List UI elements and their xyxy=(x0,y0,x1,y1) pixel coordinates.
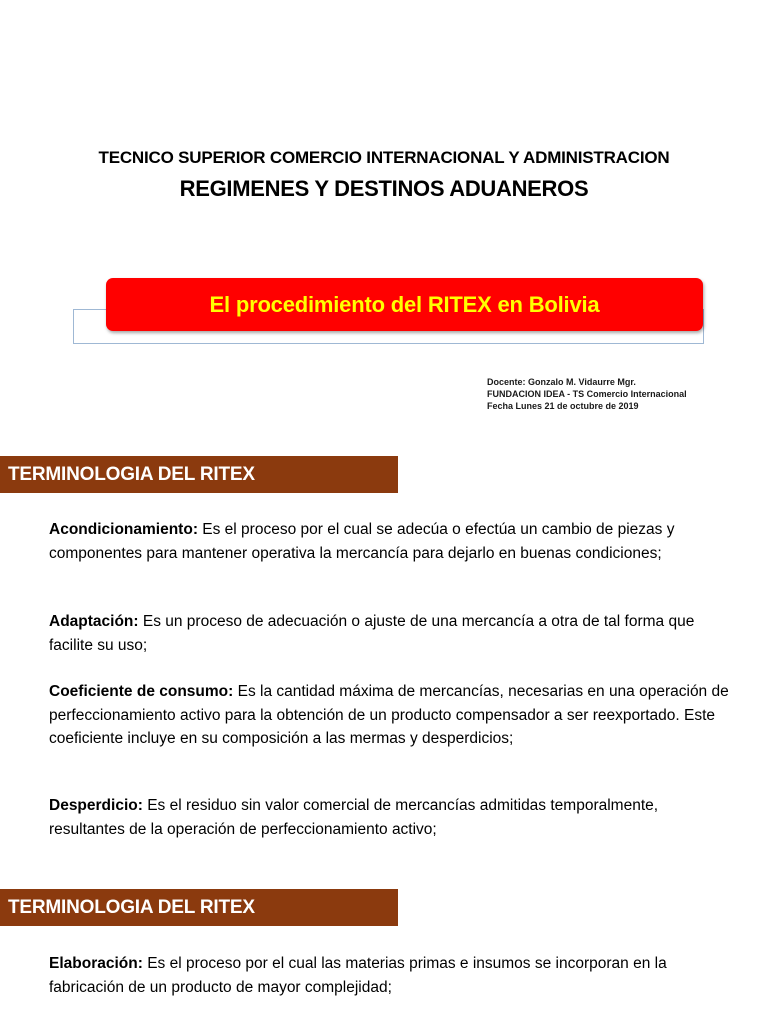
course-title: REGIMENES Y DESTINOS ADUANEROS xyxy=(179,176,589,201)
term-name: Elaboración: xyxy=(49,955,143,972)
term-name: Acondicionamiento: xyxy=(49,521,198,538)
term-text: Es el proceso por el cual las materias primas e insumos se incorporan en la fabricación de un producto de mayor complejidad; xyxy=(49,955,667,996)
term-definition xyxy=(49,518,729,565)
section-header xyxy=(0,456,398,493)
credit-teacher: Docente: Gonzalo M. Vidaurre Mgr. xyxy=(487,377,636,387)
term-text: Es el proceso por el cual se adecúa o efectúa un cambio de piezas y componentes para mantener operativa la mercancía para dejarlo en buenas condiciones; xyxy=(49,521,675,562)
term-definition xyxy=(49,794,729,841)
program-subtitle: TECNICO SUPERIOR COMERCIO INTERNACIONAL Y ADMINISTRACION xyxy=(98,148,670,167)
term-text: Es el residuo sin valor comercial de mercancías admitidas temporalmente, resultantes de la operación de perfeccionamiento activo; xyxy=(49,797,659,838)
cover-slide xyxy=(0,0,768,430)
term-definition xyxy=(49,680,729,751)
term-name: Coeficiente de consumo: xyxy=(49,683,234,700)
section-header-text: TERMINOLOGIA DEL RITEX xyxy=(8,463,255,485)
term-name: Desperdicio: xyxy=(49,797,143,814)
section-header-text: TERMINOLOGIA DEL RITEX xyxy=(8,896,255,918)
term-definition xyxy=(49,610,729,657)
credits-block xyxy=(487,376,687,412)
term-text: Es un proceso de adecuación o ajuste de una mercancía a otra de tal forma que facilite su uso; xyxy=(49,613,695,654)
term-name: Adaptación: xyxy=(49,613,139,630)
topic-banner-text: El procedimiento del RITEX en Bolivia xyxy=(209,291,600,317)
term-definition xyxy=(49,952,729,999)
credit-institution: FUNDACION IDEA - TS Comercio Internacional xyxy=(487,389,687,399)
topic-banner xyxy=(106,278,703,331)
credit-date: Fecha Lunes 21 de octubre de 2019 xyxy=(487,401,639,411)
section-header xyxy=(0,889,398,926)
term-text: Es la cantidad máxima de mercancías, necesarias en una operación de perfeccionamiento activo para la obtención de un producto compensador a ser reexportado. Este coeficiente incluye en su composición a las mermas y desperdicios; xyxy=(49,683,729,747)
